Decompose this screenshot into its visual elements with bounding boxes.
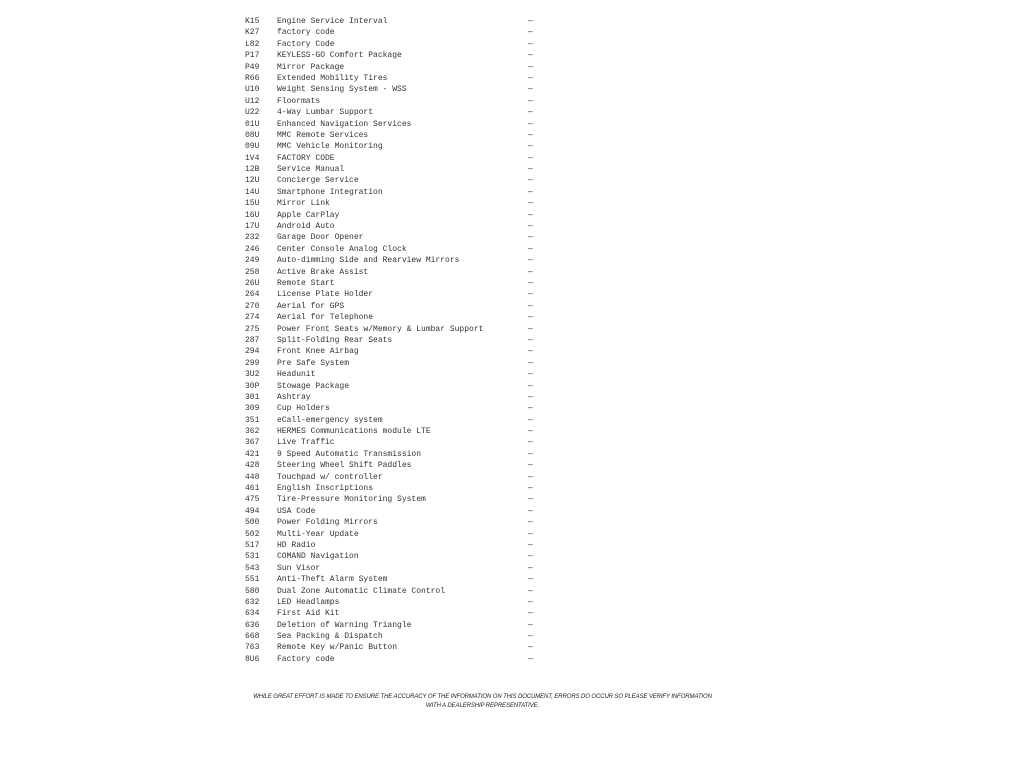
option-row [245,631,545,642]
option-row [245,27,545,38]
option-name: 9 Speed Automatic Transmission [277,449,422,459]
option-code: 517 [245,540,260,550]
option-price: — [528,563,533,573]
option-row [245,312,545,323]
option-code: 16U [245,210,260,220]
option-row [245,369,545,380]
option-code: 249 [245,256,260,266]
option-row [245,586,545,597]
option-row [245,187,545,198]
option-price: — [528,609,533,619]
option-price: — [528,39,533,49]
option-code: U22 [245,108,260,118]
option-price: — [528,62,533,72]
option-row [245,392,545,403]
option-price: — [528,404,533,414]
option-code: 14U [245,187,260,197]
option-price: — [528,529,533,539]
option-code: 543 [245,563,260,573]
option-name: FACTORY CODE [277,153,335,163]
option-code: 26U [245,278,260,288]
option-code: 264 [245,290,260,300]
option-code: 367 [245,438,260,448]
option-price: — [528,222,533,232]
option-price: — [528,108,533,118]
option-row [245,130,545,141]
option-row [245,153,545,164]
option-name: Concierge Service [277,176,359,186]
option-name: Remote Start [277,278,335,288]
option-row [245,175,545,186]
option-code: P17 [245,51,260,61]
option-name: Center Console Analog Clock [277,244,407,254]
option-name: Headunit [277,370,316,380]
option-name: Steering Wheel Shift Paddles [277,461,412,471]
option-code: 294 [245,347,260,357]
option-price: — [528,381,533,391]
option-code: 12U [245,176,260,186]
option-price: — [528,244,533,254]
option-code: 502 [245,529,260,539]
option-row [245,39,545,50]
option-name: License Plate Holder [277,290,374,300]
option-name: 4-Way Lumbar Support [277,108,374,118]
option-code: 551 [245,575,260,585]
option-row [245,324,545,335]
option-row [245,289,545,300]
option-row [245,210,545,221]
option-price: — [528,370,533,380]
option-code: L82 [245,39,260,49]
option-name: Touchpad w/ controller [277,472,383,482]
option-name: Enhanced Navigation Services [277,119,412,129]
option-row [245,119,545,130]
option-price: — [528,575,533,585]
option-price: — [528,632,533,642]
option-code: 494 [245,506,260,516]
option-name: LED Headlamps [277,597,340,607]
option-price: — [528,597,533,607]
option-code: 763 [245,643,260,653]
disclaimer-text: WHILE GREAT EFFORT IS MADE TO ENSURE THE ACCURACY OF THE INFORMATION ON THIS DOCUMENT, ERRORS DO OCCUR SO PLEASE VERIFY INFORMATION WITH A DEALERSHIP REPRESENTATIVE. [253,694,712,709]
option-name: Power Front Seats w/Memory & Lumbar Support [277,324,484,334]
option-price: — [528,506,533,516]
option-name: Smartphone Integration [277,187,383,197]
option-code: 461 [245,484,260,494]
option-code: 3U2 [245,370,260,380]
option-code: P49 [245,62,260,72]
option-code: 636 [245,620,260,630]
option-price: — [528,142,533,152]
option-row [245,221,545,232]
option-code: 246 [245,244,260,254]
option-row [245,620,545,631]
option-name: Garage Door Opener [277,233,364,243]
option-code: 475 [245,495,260,505]
option-code: 287 [245,335,260,345]
option-code: 531 [245,552,260,562]
option-code: 09U [245,142,260,152]
option-row [245,517,545,528]
option-code: 01U [245,119,260,129]
option-code: 1V4 [245,153,260,163]
option-price: — [528,256,533,266]
option-name: Remote Key w/Panic Button [277,643,398,653]
option-row [245,96,545,107]
option-name: Live Traffic [277,438,335,448]
option-code: K15 [245,17,260,26]
option-price: — [528,461,533,471]
option-row [245,540,545,551]
option-name: Sun Visor [277,563,321,573]
option-name: COMAND Navigation [277,552,359,562]
option-row [245,608,545,619]
option-row [245,654,545,665]
option-code: 17U [245,222,260,232]
option-code: 15U [245,199,260,209]
option-row [245,415,545,426]
option-name: Stowage Package [277,381,350,391]
option-row [245,84,545,95]
option-name: eCall-emergency system [277,415,383,425]
option-price: — [528,620,533,630]
option-code: 428 [245,461,260,471]
option-code: R66 [245,73,260,83]
option-price: — [528,17,533,26]
option-row [245,335,545,346]
option-price: — [528,484,533,494]
option-name: Floormats [277,96,321,106]
option-code: 270 [245,301,260,311]
option-price: — [528,301,533,311]
option-price: — [528,552,533,562]
option-price: — [528,28,533,38]
option-name: Ashtray [277,392,311,402]
option-price: — [528,119,533,129]
option-row [245,141,545,152]
option-row [245,255,545,266]
option-name: Deletion of Warning Triangle [277,620,412,630]
option-code: 232 [245,233,260,243]
option-row [245,563,545,574]
option-price: — [528,392,533,402]
option-code: 351 [245,415,260,425]
option-price: — [528,358,533,368]
option-name: Mirror Package [277,62,345,72]
option-code: 301 [245,392,260,402]
option-name: Tire-Pressure Monitoring System [277,495,426,505]
option-name: Cup Holders [277,404,330,414]
option-row [245,232,545,243]
option-row [245,198,545,209]
option-price: — [528,427,533,437]
option-price: — [528,233,533,243]
option-code: 08U [245,130,260,140]
option-row [245,597,545,608]
option-code: 580 [245,586,260,596]
option-name: HERMES Communications module LTE [277,427,431,437]
option-row [245,483,545,494]
option-code: 8U6 [245,654,260,664]
option-code: K27 [245,28,260,38]
option-row [245,574,545,585]
option-code: 500 [245,518,260,528]
option-name: MMC Vehicle Monitoring [277,142,383,152]
option-code: 421 [245,449,260,459]
option-name: Power Folding Mirrors [277,518,378,528]
option-row [245,301,545,312]
option-price: — [528,449,533,459]
option-row [245,449,545,460]
option-row [245,164,545,175]
option-row [245,642,545,653]
option-name: Extended Mobility Tires [277,73,388,83]
option-name: USA Code [277,506,316,516]
option-name: Aerial for Telephone [277,313,374,323]
option-name: Factory code [277,654,335,664]
option-price: — [528,187,533,197]
option-code: 309 [245,404,260,414]
option-row [245,381,545,392]
option-name: Weight Sensing System - WSS [277,85,407,95]
option-price: — [528,335,533,345]
option-name: Factory Code [277,39,335,49]
option-row [245,437,545,448]
option-name: HD Radio [277,540,316,550]
option-price: — [528,278,533,288]
option-name: Multi-Year Update [277,529,359,539]
option-row [245,551,545,562]
option-name: Mirror Link [277,199,330,209]
option-code: 362 [245,427,260,437]
option-price: — [528,438,533,448]
option-code: 632 [245,597,260,607]
option-price: — [528,290,533,300]
option-name: MMC Remote Services [277,130,369,140]
option-name: Sea Packing & Dispatch [277,632,383,642]
option-row [245,426,545,437]
option-name: Pre Safe System [277,358,350,368]
option-row [245,346,545,357]
option-row [245,73,545,84]
option-name: Split-Folding Rear Seats [277,335,393,345]
option-price: — [528,85,533,95]
option-price: — [528,51,533,61]
option-code: U12 [245,96,260,106]
option-name: factory code [277,28,335,38]
option-name: Dual Zone Automatic Climate Control [277,586,446,596]
option-price: — [528,495,533,505]
option-price: — [528,165,533,175]
option-row [245,506,545,517]
option-row [245,460,545,471]
option-code: 668 [245,632,260,642]
option-code: 275 [245,324,260,334]
option-code: 299 [245,358,260,368]
option-price: — [528,96,533,106]
option-name: Apple CarPlay [277,210,340,220]
option-row [245,472,545,483]
option-price: — [528,313,533,323]
option-price: — [528,73,533,83]
option-code: 274 [245,313,260,323]
option-price: — [528,153,533,163]
option-price: — [528,643,533,653]
option-row [245,50,545,61]
option-price: — [528,518,533,528]
option-row [245,494,545,505]
option-price: — [528,176,533,186]
option-price: — [528,654,533,664]
option-price: — [528,324,533,334]
option-name: KEYLESS-GO Comfort Package [277,51,402,61]
option-price: — [528,210,533,220]
option-name: Auto-dimming Side and Rearview Mirrors [277,256,460,266]
option-price: — [528,415,533,425]
option-row [245,267,545,278]
option-price: — [528,130,533,140]
option-price: — [528,199,533,209]
option-code: 448 [245,472,260,482]
option-row [245,244,545,255]
option-code: 30P [245,381,260,391]
option-code: 258 [245,267,260,277]
option-row [245,16,545,27]
option-price: — [528,472,533,482]
option-row [245,62,545,73]
option-code-list [245,16,545,665]
option-row [245,107,545,118]
option-row [245,358,545,369]
option-name: Engine Service Interval [277,17,388,26]
option-code: 634 [245,609,260,619]
option-name: First Aid Kit [277,609,340,619]
option-code: 12B [245,165,260,175]
option-code: U10 [245,85,260,95]
option-name: Anti-Theft Alarm System [277,575,388,585]
option-row [245,403,545,414]
option-name: Aerial for GPS [277,301,345,311]
option-price: — [528,586,533,596]
option-name: Service Manual [277,165,345,175]
option-price: — [528,267,533,277]
option-row [245,529,545,540]
option-name: Android Auto [277,222,335,232]
option-price: — [528,540,533,550]
option-price: — [528,347,533,357]
option-name: Front Knee Airbag [277,347,359,357]
option-row [245,278,545,289]
option-name: English Inscriptions [277,484,374,494]
option-name: Active Brake Assist [277,267,369,277]
